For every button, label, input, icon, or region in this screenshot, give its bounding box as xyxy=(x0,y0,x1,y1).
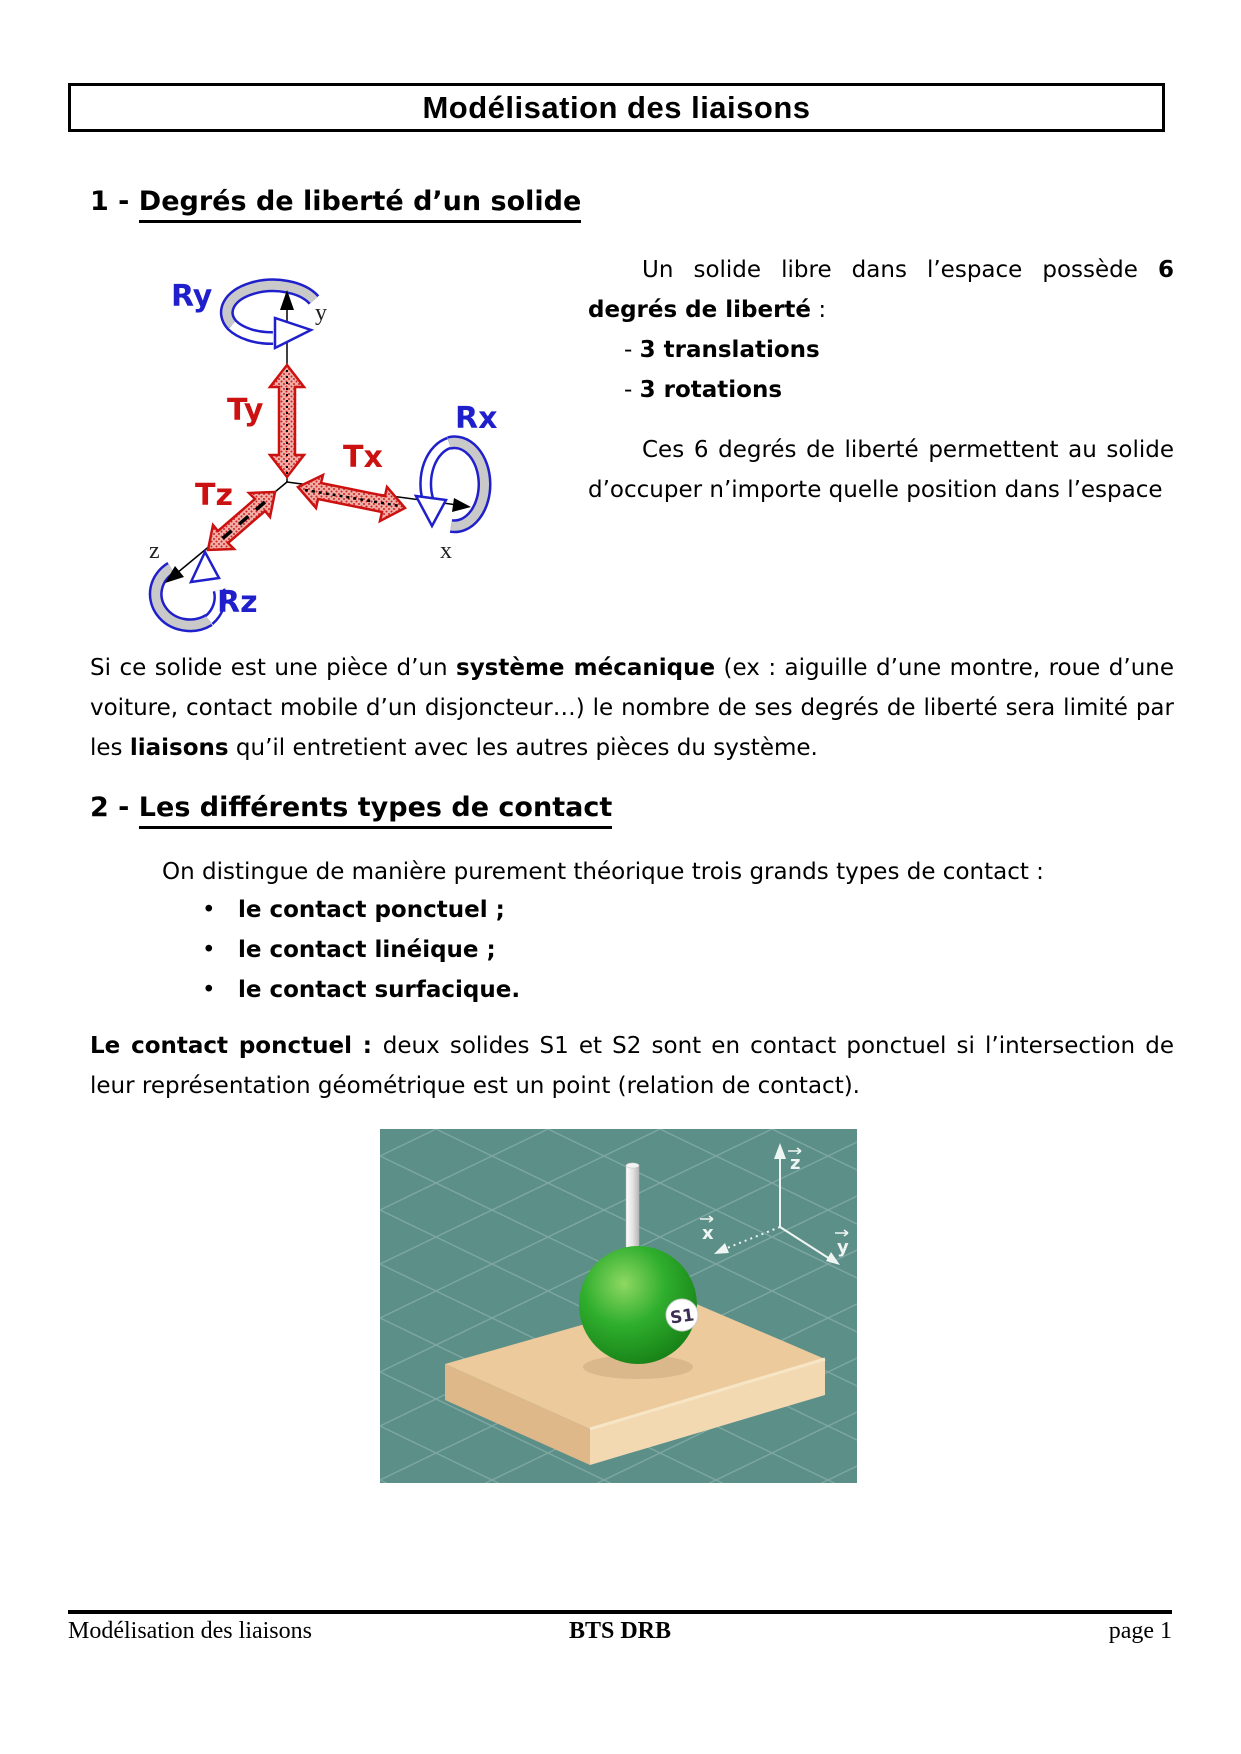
footer xyxy=(68,1618,1172,1645)
ry-rotation-arrow xyxy=(227,285,314,348)
rz-label: Rz xyxy=(217,585,258,620)
intro-paragraph-2: Ces 6 degrés de liberté permettent au solide d’occuper n’importe quelle position dans l’espace xyxy=(588,437,1174,503)
y-axis-label: y xyxy=(315,300,327,326)
x-axis-label: x xyxy=(440,538,452,564)
list-item-label: 3 translations xyxy=(639,337,820,363)
pin-cylinder xyxy=(626,1163,639,1260)
figure-x-label: x xyxy=(702,1223,714,1244)
text-run: (ex : aiguille d’une montre, roue d’une voiture, contact mobile d’un disjoncteur…) le nombre de ses degrés de liberté sera limité par les xyxy=(90,655,1175,761)
footer-page-number: page 1 xyxy=(1108,1618,1172,1644)
intro-paragraph-1 xyxy=(588,250,1174,330)
list-item: • le contact ponctuel ; xyxy=(202,890,520,930)
bullet-icon: • xyxy=(202,897,216,923)
text-run: Si ce solide est une pièce d’un xyxy=(90,655,456,681)
dof-list xyxy=(624,330,1174,410)
list-item-translations xyxy=(624,330,1174,370)
bullet-icon: • xyxy=(202,977,216,1003)
dof-axes-diagram xyxy=(105,240,535,640)
bold-run: Le contact ponctuel : xyxy=(90,1033,383,1059)
page-title: Modélisation des liaisons xyxy=(422,89,811,125)
bullet-icon: • xyxy=(202,937,216,963)
system-paragraph xyxy=(90,648,1174,768)
bold-run: liaisons xyxy=(129,735,229,761)
tz-label: Tz xyxy=(195,478,233,513)
list-item: • le contact linéique ; xyxy=(202,930,520,970)
list-item: • le contact surfacique. xyxy=(202,970,520,1010)
z-axis-label: z xyxy=(149,538,160,564)
sphere-label: S1 xyxy=(668,1305,696,1329)
ty-label: Ty xyxy=(227,393,264,428)
contact-paragraph xyxy=(90,1026,1174,1106)
text-run: : xyxy=(811,297,827,323)
tx-label: Tx xyxy=(343,440,383,475)
title-box xyxy=(68,83,1165,132)
bold-run: système mécanique xyxy=(456,655,716,681)
section2-number: 2 - xyxy=(90,792,139,823)
section2-intro: On distingue de manière purement théorique trois grands types de contact : xyxy=(162,859,1044,885)
dash: - xyxy=(624,377,640,403)
dash: - xyxy=(624,337,640,363)
point-contact-figure xyxy=(380,1129,857,1483)
footer-divider xyxy=(68,1610,1172,1614)
section1-heading xyxy=(90,186,581,217)
text-run: qu’il entretient avec les autres pièces du système. xyxy=(228,735,818,761)
intro-block xyxy=(588,250,1174,510)
ry-label: Ry xyxy=(171,279,213,314)
bold-run: 6 degrés de liberté xyxy=(588,257,1174,323)
footer-document-title: Modélisation des liaisons xyxy=(68,1618,312,1644)
list-item-label: 3 rotations xyxy=(639,377,783,403)
contact-types-list xyxy=(202,890,520,1010)
section1-number: 1 - xyxy=(90,186,139,217)
rz-rotation-arrow xyxy=(156,552,220,625)
section2-title: Les différents types de contact xyxy=(139,792,612,829)
tx-arrow xyxy=(298,475,405,521)
text-run: deux solides S1 et S2 sont en contact ponctuel si l’intersection de leur représentation géométrique est un point (relation de contact). xyxy=(90,1033,1174,1099)
figure-z-label: z xyxy=(790,1153,801,1174)
footer-course-name: BTS DRB xyxy=(568,1618,672,1644)
section1-title: Degrés de liberté d’un solide xyxy=(139,186,581,223)
rx-rotation-arrow xyxy=(416,442,485,526)
x-axis-arrowhead xyxy=(452,498,471,512)
figure-y-label: y xyxy=(837,1237,849,1258)
rx-label: Rx xyxy=(455,401,498,436)
text-run: Un solide libre dans l’espace possède xyxy=(642,257,1158,283)
list-item-rotations xyxy=(624,370,1174,410)
section2-heading xyxy=(90,792,612,823)
